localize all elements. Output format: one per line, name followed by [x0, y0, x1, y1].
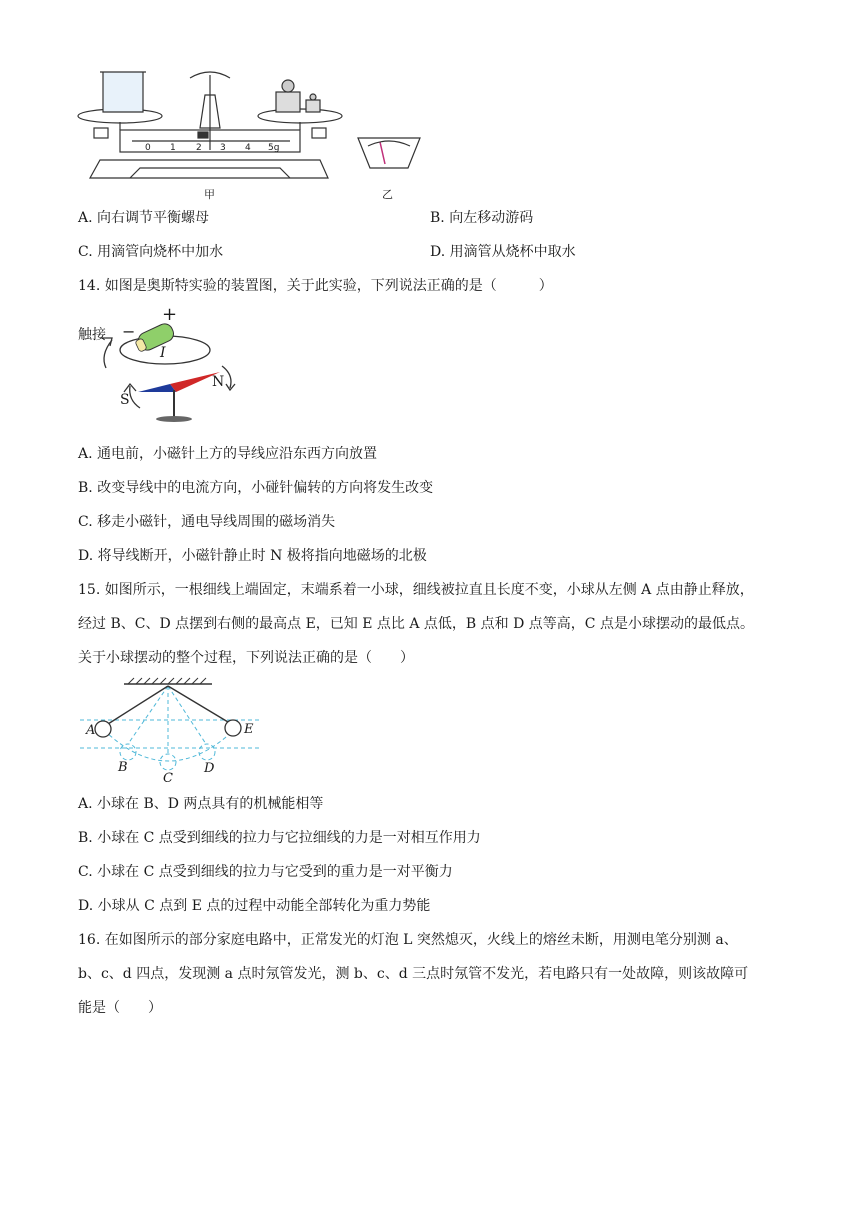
north-label: N	[212, 374, 225, 390]
point-a-label: A	[86, 723, 96, 738]
svg-text:1: 1	[170, 143, 176, 153]
q16-stem-line1: 16. 在如图所示的部分家庭电路中，正常发光的灯泡 L 突然熄灭，火线上的熔丝未断，用测电笔分别测 a、	[78, 932, 738, 948]
q15-option-b[interactable]: B. 小球在 C 点受到细线的拉力与它拉细线的力是一对相互作用力	[78, 830, 481, 846]
touch-label: 触接	[78, 327, 106, 343]
q13-option-d[interactable]: D. 用滴管从烧杯中取水	[430, 244, 576, 260]
q13-option-c[interactable]: C. 用滴管向烧杯中加水	[78, 244, 224, 260]
q15-stem-line2: 经过 B、C、D 点摆到右侧的最高点 E，已知 E 点比 A 点低，B 点和 D 点等高，C 点是小球摆动的最低点。	[78, 616, 754, 632]
q13-option-b[interactable]: B. 向左移动游码	[430, 210, 534, 226]
q16-stem-line3: 能是（ ）	[78, 1000, 162, 1016]
current-label: I	[160, 345, 166, 361]
q15-option-d[interactable]: D. 小球从 C 点到 E 点的过程中动能全部转化为重力势能	[78, 898, 431, 914]
point-c-label: C	[163, 771, 173, 786]
svg-text:3: 3	[220, 143, 226, 153]
point-e-label: E	[244, 722, 254, 737]
ball-a	[95, 721, 111, 737]
q16-stem-line2: b、c、d 四点，发现测 a 点时氖管发光，测 b、c、d 三点时氖管不发光，若电路只有一处故障，则该故障可	[78, 966, 749, 982]
q15-stem-line1: 15. 如图所示，一根细线上端固定，末端系着一小球，细线被拉直且长度不变，小球从左侧 A 点由静止释放，	[78, 582, 754, 598]
q15-option-c[interactable]: C. 小球在 C 点受到细线的拉力与它受到的重力是一对平衡力	[78, 864, 453, 880]
svg-text:4: 4	[245, 143, 251, 153]
ball-e	[225, 720, 241, 736]
minus-sign: −	[122, 322, 136, 341]
q14-option-a[interactable]: A. 通电前，小磁针上方的导线应沿东西方向放置	[78, 446, 378, 462]
plus-sign: +	[162, 304, 178, 325]
point-b-label: B	[118, 760, 128, 775]
q14-option-c[interactable]: C. 移走小磁针，通电导线周围的磁场消失	[78, 514, 336, 530]
caption-jia: 甲	[204, 188, 215, 201]
caption-yi: 乙	[382, 188, 393, 201]
svg-text:2: 2	[196, 143, 202, 153]
point-d-label: D	[204, 761, 215, 776]
q15-stem-line3: 关于小球摆动的整个过程，下列说法正确的是（ ）	[78, 650, 414, 666]
q14-option-b[interactable]: B. 改变导线中的电流方向，小碰针偏转的方向将发生改变	[78, 480, 434, 496]
q14-option-d[interactable]: D. 将导线断开，小磁针静止时 N 极将指向地磁场的北极	[78, 548, 427, 564]
q13-option-a[interactable]: A. 向右调节平衡螺母	[78, 210, 210, 226]
q14-stem: 14. 如图是奥斯特实验的装置图，关于此实验，下列说法正确的是（ ）	[78, 278, 553, 294]
south-label: S	[120, 392, 130, 408]
q15-option-a[interactable]: A. 小球在 B、D 两点具有的机械能相等	[78, 796, 324, 812]
svg-text:0: 0	[145, 143, 151, 153]
svg-text:5g: 5g	[268, 143, 280, 153]
